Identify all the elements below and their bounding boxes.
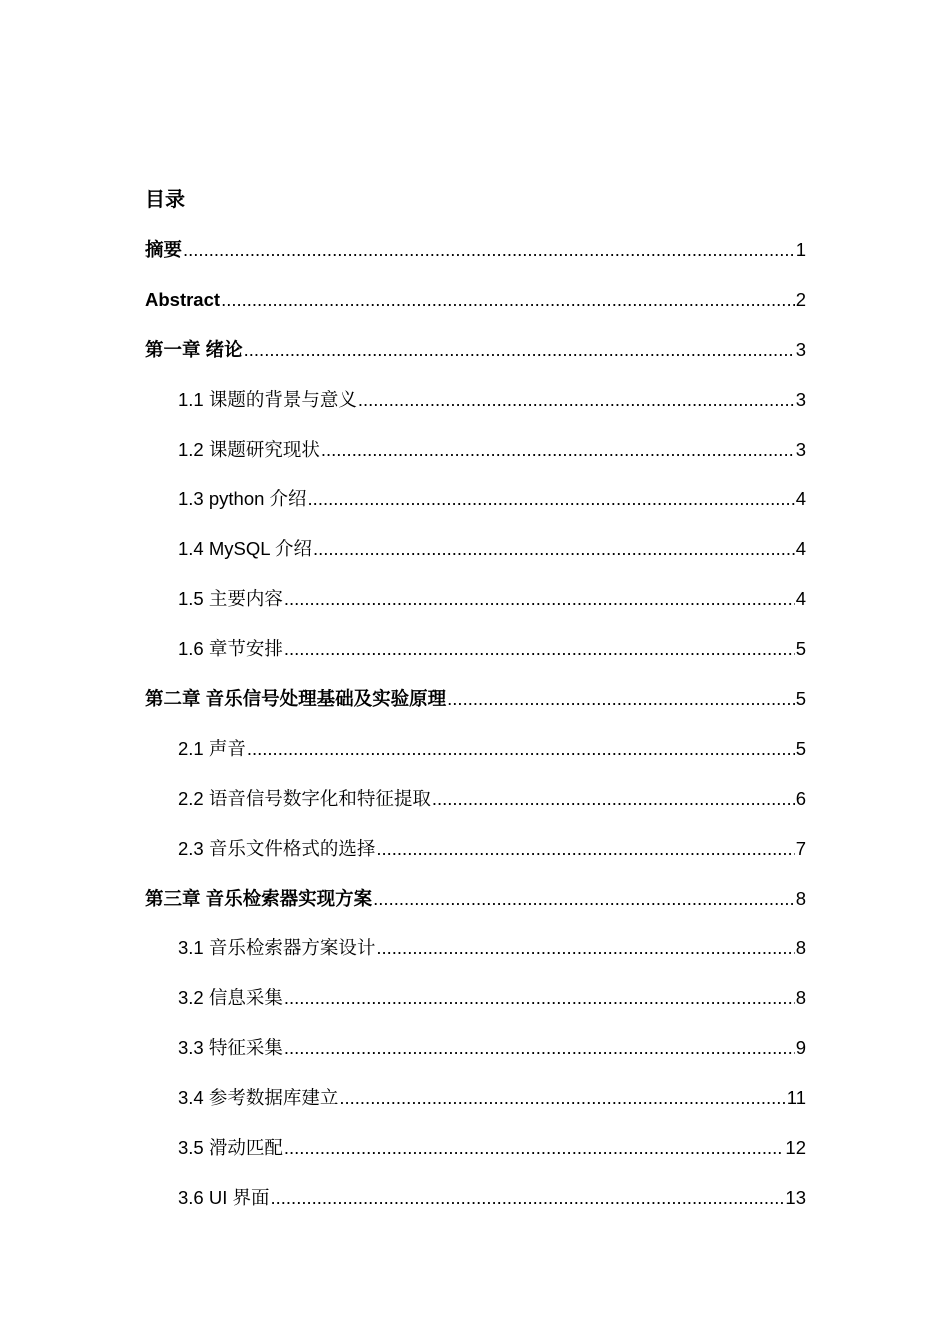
toc-entry[interactable]	[145, 485, 806, 535]
dot-leader	[373, 885, 795, 913]
toc-entry-page-number: 4	[795, 538, 806, 560]
dot-leader	[284, 1034, 795, 1062]
toc-entry-page-number: 12	[785, 1137, 806, 1159]
toc-entry-page-number: 4	[795, 588, 806, 610]
dot-leader	[284, 984, 795, 1012]
toc-entry-label: 第二章 音乐信号处理基础及实验原理	[145, 688, 447, 710]
toc-entry-label: 2.2 语音信号数字化和特征提取	[178, 787, 431, 809]
toc-entry-label: 1.2 课题研究现状	[178, 438, 320, 460]
toc-entry[interactable]	[145, 336, 806, 386]
toc-entry[interactable]	[145, 1184, 806, 1234]
toc-entry-page-number: 7	[795, 837, 806, 859]
toc-entry-label: 3.5 滑动匹配	[178, 1137, 283, 1159]
toc-entry[interactable]	[145, 1034, 806, 1084]
toc-entry-page-number: 1	[795, 239, 806, 260]
toc-entry[interactable]	[145, 286, 806, 336]
toc-entry-label: Abstract	[145, 288, 221, 310]
dot-leader	[284, 1134, 785, 1162]
toc-entry-label: 2.1 声音	[178, 737, 246, 759]
toc-entry-page-number: 13	[785, 1186, 806, 1208]
toc-entry[interactable]	[145, 885, 806, 935]
toc-entry-label: 1.6 章节安排	[178, 638, 283, 660]
toc-entry-page-number: 11	[786, 1087, 806, 1109]
dot-leader	[308, 485, 795, 513]
toc-entry-page-number: 8	[795, 987, 806, 1009]
toc-entry-page-number: 8	[795, 937, 806, 959]
dot-leader	[284, 585, 795, 613]
toc-entry-label: 3.4 参考数据库建立	[178, 1087, 339, 1109]
toc-entry[interactable]	[145, 236, 806, 286]
dot-leader	[432, 785, 795, 813]
toc-entry[interactable]	[145, 585, 806, 635]
toc-entry[interactable]	[145, 835, 806, 885]
toc-entry-label: 1.5 主要内容	[178, 588, 283, 610]
toc-entry[interactable]	[145, 685, 806, 735]
toc-entry-page-number: 5	[795, 737, 806, 759]
toc-entry-label: 第三章 音乐检索器实现方案	[145, 887, 373, 909]
dot-leader	[244, 336, 795, 364]
dot-leader	[221, 286, 795, 314]
toc-entry[interactable]	[145, 386, 806, 436]
toc-entry[interactable]	[145, 785, 806, 835]
dot-leader	[284, 635, 795, 663]
dot-leader	[376, 835, 794, 863]
toc-title: 目录	[145, 189, 185, 211]
dot-leader	[271, 1184, 785, 1212]
dot-leader	[339, 1084, 785, 1112]
toc-entry-page-number: 8	[795, 887, 806, 909]
toc-entry-page-number: 3	[795, 388, 806, 410]
dot-leader	[376, 934, 794, 962]
table-of-contents	[145, 236, 806, 1234]
toc-entry-page-number: 5	[795, 688, 806, 710]
toc-entry[interactable]	[145, 984, 806, 1034]
dot-leader	[313, 535, 795, 563]
toc-entry-page-number: 3	[795, 338, 806, 360]
toc-entry-label: 3.3 特征采集	[178, 1037, 283, 1059]
toc-entry-page-number: 3	[795, 438, 806, 460]
toc-entry[interactable]	[145, 635, 806, 685]
toc-entry-page-number: 5	[795, 638, 806, 660]
toc-entry[interactable]	[145, 735, 806, 785]
toc-entry[interactable]	[145, 436, 806, 486]
toc-entry-label: 1.4 MySQL 介绍	[178, 538, 312, 560]
toc-entry-page-number: 4	[795, 488, 806, 510]
toc-entry-label: 3.2 信息采集	[178, 987, 283, 1009]
dot-leader	[447, 685, 795, 713]
toc-entry[interactable]	[145, 934, 806, 984]
dot-leader	[247, 735, 795, 763]
dot-leader	[358, 386, 795, 414]
toc-entry[interactable]	[145, 1084, 806, 1134]
toc-entry[interactable]	[145, 535, 806, 585]
toc-entry-label: 3.1 音乐检索器方案设计	[178, 937, 376, 959]
toc-entry-label: 第一章 绪论	[145, 338, 243, 360]
toc-entry-label: 2.3 音乐文件格式的选择	[178, 837, 376, 859]
toc-entry-page-number: 6	[795, 787, 806, 809]
toc-entry-page-number: 2	[795, 288, 806, 310]
toc-entry-label: 1.1 课题的背景与意义	[178, 388, 357, 410]
toc-entry-page-number: 9	[795, 1037, 806, 1059]
toc-entry-label: 摘要	[145, 239, 183, 260]
toc-entry-label: 3.6 UI 界面	[178, 1186, 270, 1208]
toc-entry[interactable]	[145, 1134, 806, 1184]
toc-entry-label: 1.3 python 介绍	[178, 488, 307, 510]
dot-leader	[183, 236, 795, 264]
dot-leader	[321, 436, 795, 464]
